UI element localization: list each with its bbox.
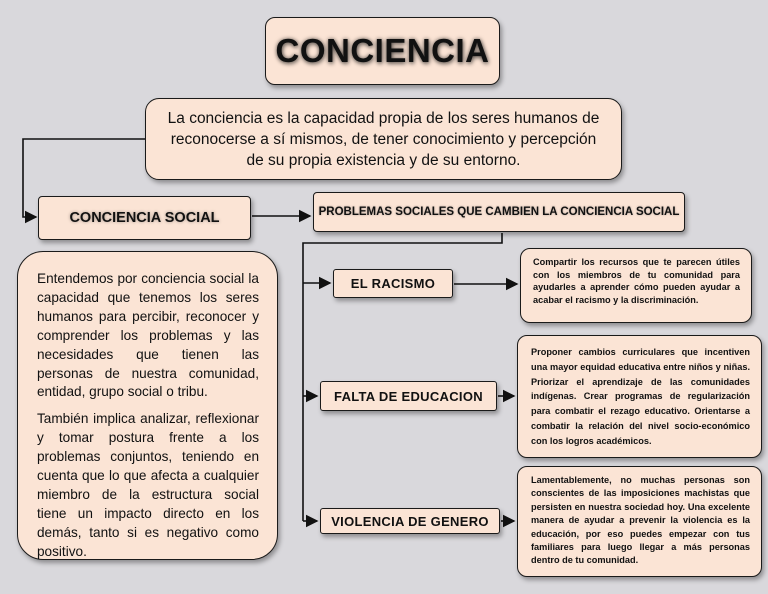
title-box	[265, 17, 500, 85]
problem-racism: EL RACISMO	[333, 269, 453, 298]
solution-gender-violence: Lamentablemente, no muchas personas son conscientes de las imposiciones machistas que persisten en nuestra sociedad hoy. Una excelente manera de ayudar a prevenir la violencia es la educación, por eso puedes empezar con tus familiares para luego llegar a más personas dentro de tu comunidad.	[517, 466, 762, 577]
social-problems-box	[313, 192, 685, 232]
solution-education: Proponer cambios curriculares que incentiven una mayor equidad educativa entre niños y niñas. Priorizar el aprendizaje de las comunidades indígenas. Crear programas de regularización para combatir el rezago educativo. Orientarse a combatir la relación del nivel socio-económico con los logros académicos.	[517, 335, 762, 458]
definition-box: La conciencia es la capacidad propia de los seres humanos de reconocerse a sí mismos, de tener conocimiento y percepción de su propia existencia y de su entorno.	[145, 98, 622, 180]
social-problems-label: PROBLEMAS SOCIALES QUE CAMBIEN LA CONCIENCIA SOCIAL	[318, 206, 680, 218]
explanation-paragraph-1: Entendemos por conciencia social la capacidad que tenemos los seres humanos para percibir, reconocer y comprender los problemas y las necesidades que tienen las personas de nuestra comunidad, entidad, grupo social o tribu.	[37, 271, 259, 400]
social-consciousness-label: CONCIENCIA SOCIAL	[69, 210, 220, 226]
social-consciousness-box	[38, 196, 251, 240]
social-consciousness-explanation	[17, 251, 278, 560]
problem-education: FALTA DE EDUCACION	[320, 381, 497, 411]
page-title: CONCIENCIA	[275, 32, 490, 69]
problem-gender-violence: VIOLENCIA DE GENERO	[320, 508, 500, 534]
solution-racism: Compartir los recursos que te parecen útiles con los miembros de tu comunidad para ayudarles a aprender cómo pueden ayudar a acabar el racismo y la discriminación.	[520, 248, 752, 323]
explanation-paragraph-2: También implica analizar, reflexionar y tomar postura frente a los problemas conjuntos, teniendo en cuenta que lo que afecta a cualquier miembro de la estructura social tiene un impacto directo en los demás, tanto si es negativo como positivo.	[37, 411, 259, 559]
